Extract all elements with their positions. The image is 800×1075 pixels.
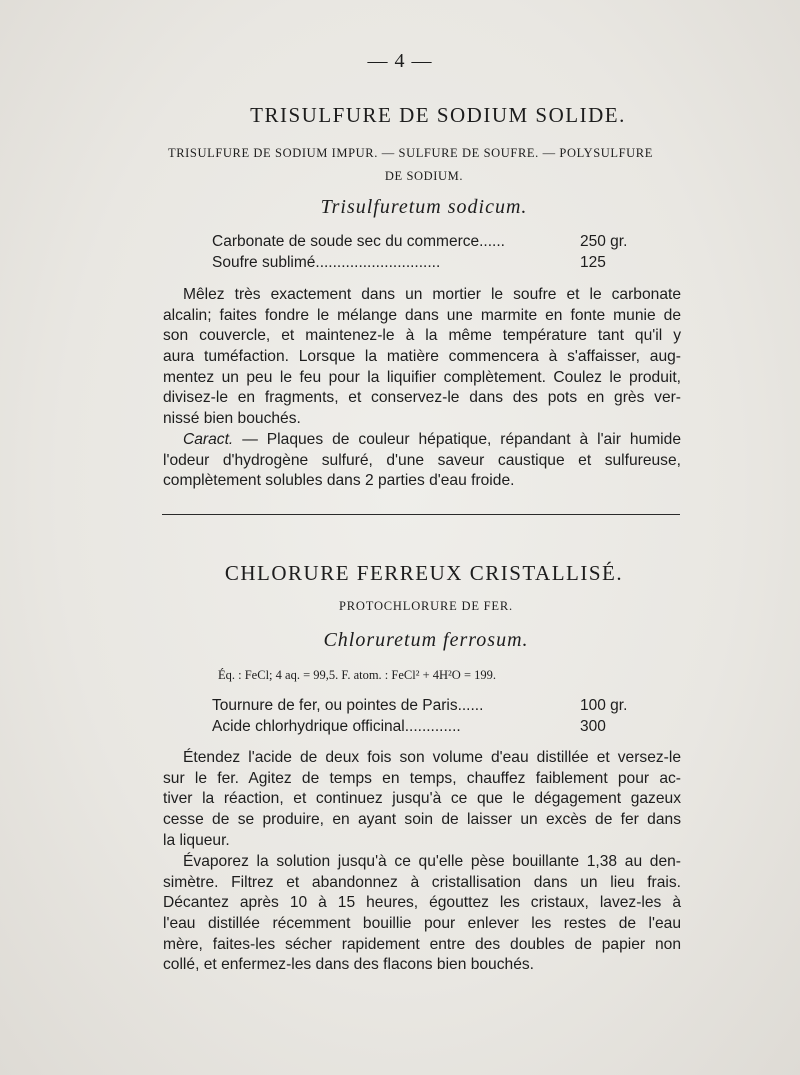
chemical-formula: Éq. : FeCl; 4 aq. = 99,5. F. atom. : FeCl² + 4H²O = 199.	[218, 668, 496, 682]
text-line: l'eau distillée récemment bouillie pour enlever les restes de l'eau	[163, 915, 681, 933]
recipe-item-name: Carbonate de soude sec du commerce......	[212, 233, 505, 250]
text-line	[163, 430, 681, 451]
text-line: sur le fer. Agitez de temps en temps, chauffez faiblement pour ac-	[163, 769, 681, 787]
text-line: collé, et enfermez-les dans des flacons bien bouchés.	[163, 956, 534, 974]
text-line: alcalin; faites fondre le mélange dans une marmite en fonte munie de	[163, 306, 681, 324]
instructions-paragraph	[163, 748, 681, 851]
page-number: — 4 —	[367, 50, 433, 72]
text-line: l'odeur d'hydrogène sulfuré, d'une saveur caustique et sulfureuse,	[163, 451, 681, 469]
instructions-paragraph	[163, 285, 681, 430]
recipe-item-amount: 125	[580, 254, 606, 271]
caract-label: Caract.	[183, 431, 234, 448]
latin-name: Chloruretum ferrosum.	[323, 629, 529, 651]
text-line: Décantez après 10 à 15 heures, égouttez les cristaux, lavez-les à	[163, 894, 681, 912]
text-line: simètre. Filtrez et abandonnez à cristallisation dans un lieu frais.	[163, 873, 681, 891]
text-line: Mêlez très exactement dans un mortier le soufre et le carbonate	[183, 286, 681, 303]
text-line: nissé bien bouchés.	[163, 410, 301, 428]
recipe-item-amount: 100 gr.	[580, 697, 628, 714]
text-line: mentez un peu le feu pour la liquifier complètement. Coulez le produit,	[163, 368, 681, 386]
section-synonym: PROTOCHLORURE DE FER.	[339, 599, 513, 613]
text-line: Étendez l'acide de deux fois son volume d'eau distillée et versez-le	[183, 749, 681, 766]
text-line: divisez-le en fragments, et conservez-le dans des pots en grès ver-	[163, 389, 681, 407]
text-line: complètement solubles dans 2 parties d'eau froide.	[163, 472, 515, 490]
section-synonyms: TRISULFURE DE SODIUM IMPUR. — SULFURE DE SOUFRE. — POLYSULFURE	[168, 146, 653, 160]
characteristics-paragraph	[163, 430, 681, 492]
recipe-item-name: Soufre sublimé.............................	[212, 254, 441, 271]
instructions-paragraph	[163, 852, 681, 976]
text-line: mère, faites-les sécher rapidement entre des doubles de papier non	[163, 935, 681, 953]
recipe-item-name: Tournure de fer, ou pointes de Paris......	[212, 697, 484, 714]
latin-name: Trisulfuretum sodicum.	[320, 196, 528, 218]
recipe-item-amount: 250 gr.	[580, 233, 628, 250]
section-title: CHLORURE FERREUX CRISTALLISÉ.	[224, 561, 624, 585]
text-line: cesse de se produire, en ayant soin de laisser un excès de fer dans	[163, 811, 681, 829]
text-line: tiver la réaction, et continuez jusqu'à ce que le dégagement gazeux	[163, 790, 681, 808]
section-divider	[162, 514, 680, 515]
recipe-item-name: Acide chlorhydrique officinal.............	[212, 718, 461, 735]
text-line: aura tuméfaction. Lorsque la matière commencera à s'affaisser, aug-	[163, 348, 681, 366]
caract-text: — Plaques de couleur hépatique, répandant à l'air humide	[233, 431, 681, 448]
text-line: la liqueur.	[163, 831, 230, 849]
section-synonyms-cont: DE SODIUM.	[384, 169, 464, 183]
recipe-item-amount: 300	[580, 718, 606, 735]
text-line: Évaporez la solution jusqu'à ce qu'elle pèse bouillante 1,38 au den-	[183, 853, 681, 870]
section-title: TRISULFURE DE SODIUM SOLIDE.	[250, 103, 626, 127]
text-line: son couvercle, et maintenez-le à la même température tant qu'il y	[163, 327, 681, 345]
